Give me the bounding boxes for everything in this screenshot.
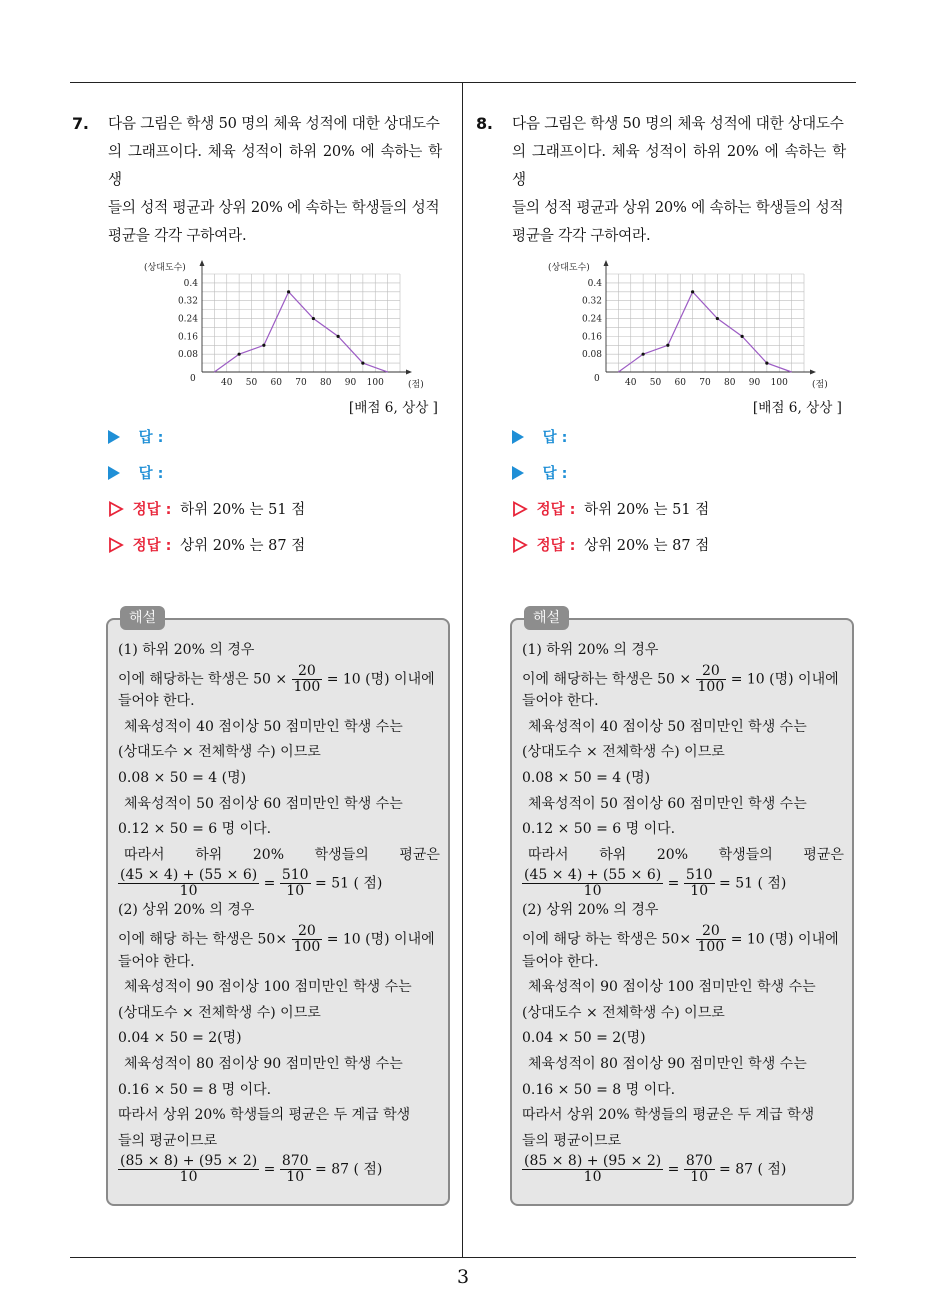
answer-row: [108, 426, 442, 452]
y-tick-label: 0.08: [581, 350, 602, 361]
data-point: [287, 290, 290, 293]
denominator: 10: [179, 1169, 198, 1186]
numerator: (45 × 4) + (55 × 6): [120, 867, 258, 884]
solution-line: 0.04 × 50 = 2(명): [522, 1030, 646, 1047]
data-point: [716, 317, 719, 320]
x-tick-label: 70: [295, 378, 307, 388]
correct-answer-text: 상위 20% 는 87 점: [180, 538, 306, 554]
solution-line: [522, 868, 844, 898]
solution-line: 들어야 한다.: [522, 693, 599, 710]
fraction: [292, 664, 323, 695]
x-axis-label: (점): [408, 380, 424, 390]
question-line: 의 그래프이다. 체육 성적이 하위 20% 에 속하는 학생: [512, 143, 846, 188]
solution-line: (1) 하위 20% 의 경우: [118, 642, 255, 658]
x-tick-label: 100: [770, 378, 788, 388]
fraction: [118, 1154, 259, 1185]
correct-answer-label: 정답 :: [536, 502, 576, 518]
solid-triangle-icon: [512, 466, 524, 480]
solution-line: 체육성적이 40 점이상 50 점미만인 학생 수는: [124, 718, 403, 735]
correct-answer-row: [512, 498, 846, 524]
solution-text: =: [667, 875, 680, 892]
correct-answer-row: [108, 534, 442, 560]
denominator: 100: [293, 678, 321, 695]
fraction: [522, 868, 663, 899]
solution-word: 하위: [599, 846, 627, 863]
solution-word: 학생들의: [718, 846, 773, 863]
solution-line: [118, 868, 440, 898]
correct-answer-text: 하위 20% 는 51 점: [584, 502, 710, 518]
y-tick-label: 0.16: [581, 332, 602, 343]
answer-label: 답 :: [542, 466, 568, 482]
solution-body: [118, 638, 440, 1184]
solution-tab: 해설: [524, 606, 569, 630]
solution-text: = 10 (명) 이내에: [326, 931, 435, 948]
correct-answer-label: 정답 :: [132, 502, 172, 518]
denominator: 10: [583, 1169, 602, 1186]
correct-answer-label: 정답 :: [536, 538, 576, 554]
solution-tab: 해설: [120, 606, 165, 630]
problem-column-left: [72, 110, 442, 1206]
solid-triangle-icon: [512, 430, 524, 444]
fraction: [696, 664, 727, 695]
y-tick-label: 0.4: [183, 278, 198, 289]
solution-word: 하위: [195, 846, 223, 863]
numerator: 20: [696, 924, 727, 940]
fraction: [280, 1154, 311, 1185]
solution-line: [522, 843, 844, 869]
solution-line: 따라서 상위 20% 학생들의 평균은 두 계급 학생: [522, 1107, 815, 1124]
fraction: [118, 868, 259, 899]
numerator: 20: [292, 924, 323, 940]
y-tick-label: 0.08: [177, 350, 198, 361]
x-tick-label: 60: [270, 378, 282, 388]
solution-line: 체육성적이 90 점이상 100 점미만인 학생 수는: [124, 979, 412, 996]
solution-line: 체육성적이 90 점이상 100 점미만인 학생 수는: [528, 979, 816, 996]
correct-answer-row: [108, 498, 442, 524]
numerator: 510: [685, 867, 713, 884]
solution-line: 0.08 × 50 = 4 (명): [522, 769, 651, 786]
correct-answer-text: 하위 20% 는 51 점: [180, 502, 306, 518]
answer-label: 답 :: [138, 466, 164, 482]
solution-word: 평균은: [803, 846, 844, 863]
y-tick-label: 0.24: [177, 314, 198, 325]
solution-line: [118, 662, 440, 695]
data-point: [691, 290, 694, 293]
solution-line: [522, 1154, 844, 1184]
hollow-triangle-icon: [512, 537, 528, 553]
solution-word: 따라서: [124, 846, 165, 863]
question-line: 다음 그림은 학생 50 명의 체육 성적에 대한 상대도수: [512, 115, 844, 132]
solution-line: 0.16 × 50 = 8 명 이다.: [522, 1081, 676, 1098]
solution-text: =: [263, 1161, 276, 1178]
solution-line: (상대도수 × 전체학생 수) 이므로: [118, 1004, 321, 1021]
question-line: 들의 성적 평균과 상위 20% 에 속하는 학생들의 성적: [108, 199, 440, 216]
solution-box: [510, 610, 854, 1206]
page-number: 3: [456, 1266, 470, 1288]
solution-line: 0.16 × 50 = 8 명 이다.: [118, 1081, 272, 1098]
y-axis-arrow-icon: [200, 260, 205, 266]
solution-line: 체육성적이 80 점이상 90 점미만인 학생 수는: [528, 1055, 807, 1072]
solution-text: =: [263, 875, 276, 892]
x-tick-label: 80: [320, 378, 332, 388]
question-text: [512, 110, 846, 250]
solution-line: 체육성적이 40 점이상 50 점미만인 학생 수는: [528, 718, 807, 735]
x-tick-label: 50: [649, 378, 662, 388]
question-line: 평균을 각각 구하여라.: [108, 227, 247, 244]
solution-text: 이에 해당하는 학생은 50 ×: [118, 671, 288, 688]
score-info: [배점 6, 상상 ]: [348, 400, 438, 416]
solution-line: [118, 1154, 440, 1184]
solution-text: = 87 ( 점): [315, 1161, 383, 1178]
solution-box: [106, 610, 450, 1206]
question-line: 의 그래프이다. 체육 성적이 하위 20% 에 속하는 학생: [108, 143, 442, 188]
y-tick-label: 0.16: [177, 332, 198, 343]
correct-answer-row: [512, 534, 846, 560]
x-tick-label: 40: [221, 378, 233, 388]
solution-line: [522, 922, 844, 955]
denominator: 100: [697, 938, 725, 955]
y-axis-arrow-icon: [604, 260, 609, 266]
denominator: 100: [293, 938, 321, 955]
x-tick-label: 80: [724, 378, 736, 388]
denominator: 10: [286, 1169, 305, 1186]
x-tick-label: 50: [245, 378, 258, 388]
question-text: [108, 110, 442, 250]
solution-text: = 87 ( 점): [719, 1161, 787, 1178]
hollow-triangle-icon: [512, 501, 528, 517]
solution-text: = 10 (명) 이내에: [730, 931, 839, 948]
solution-line: (1) 하위 20% 의 경우: [522, 642, 659, 658]
solution-line: 0.04 × 50 = 2(명): [118, 1030, 242, 1047]
problem-column-right: [476, 110, 846, 1206]
solution-line: 0.08 × 50 = 4 (명): [118, 769, 247, 786]
fraction: [280, 868, 311, 899]
x-tick-label: 60: [674, 378, 686, 388]
solution-line: 들어야 한다.: [118, 953, 195, 970]
origin-label: 0: [594, 374, 600, 384]
solid-triangle-icon: [108, 430, 120, 444]
problem-number: 7.: [72, 114, 89, 133]
question: [72, 110, 442, 250]
hollow-triangle-icon: [108, 501, 124, 517]
numerator: (85 × 8) + (95 × 2): [524, 1153, 662, 1170]
data-point: [238, 353, 241, 356]
x-tick-label: 40: [625, 378, 637, 388]
solution-text: =: [667, 1161, 680, 1178]
fraction: [522, 1154, 663, 1185]
y-tick-label: 0.4: [587, 278, 602, 289]
solution-word: 학생들의: [314, 846, 369, 863]
data-point: [361, 361, 364, 364]
solution-line: (2) 상위 20% 의 경우: [522, 902, 659, 919]
y-tick-label: 0.32: [177, 296, 198, 307]
numerator: 510: [281, 867, 309, 884]
numerator: (85 × 8) + (95 × 2): [120, 1153, 258, 1170]
data-point: [337, 335, 340, 338]
solution-word: 20%: [252, 846, 285, 863]
numerator: 870: [281, 1153, 309, 1170]
solution-text: 이에 해당하는 학생은 50 ×: [522, 671, 692, 688]
fraction: [696, 924, 727, 955]
numerator: 870: [685, 1153, 713, 1170]
solution-line: 0.12 × 50 = 6 명 이다.: [118, 821, 272, 838]
solution-text: = 51 ( 점): [315, 875, 383, 892]
denominator: 100: [697, 678, 725, 695]
correct-answer-label: 정답 :: [132, 538, 172, 554]
solution-line: [118, 922, 440, 955]
question-line: 다음 그림은 학생 50 명의 체육 성적에 대한 상대도수: [108, 115, 440, 132]
numerator: 20: [292, 664, 323, 680]
solution-text: = 10 (명) 이내에: [326, 671, 435, 688]
data-point: [765, 361, 768, 364]
numerator: 20: [696, 664, 727, 680]
solution-word: 따라서: [528, 846, 569, 863]
solution-line: 들의 평균이므로: [118, 1132, 218, 1149]
denominator: 10: [583, 883, 602, 900]
answer-label: 답 :: [542, 430, 568, 446]
solution-line: [522, 662, 844, 695]
data-point: [262, 344, 265, 347]
solution-line: 들의 평균이므로: [522, 1132, 622, 1149]
denominator: 10: [179, 883, 198, 900]
solution-line: 0.12 × 50 = 6 명 이다.: [522, 821, 676, 838]
denominator: 10: [690, 883, 709, 900]
question: [476, 110, 846, 250]
solution-text: 이에 해당 하는 학생은 50×: [118, 931, 288, 948]
solution-line: 체육성적이 50 점이상 60 점미만인 학생 수는: [124, 795, 403, 812]
x-tick-label: 90: [344, 378, 357, 388]
x-tick-label: 100: [366, 378, 384, 388]
fraction: [292, 924, 323, 955]
answer-row: [512, 426, 846, 452]
solution-text: = 51 ( 점): [719, 875, 787, 892]
answer-row: [108, 462, 442, 488]
problem-number: 8.: [476, 114, 493, 133]
solution-line: (상대도수 × 전체학생 수) 이므로: [522, 744, 725, 761]
solution-line: (상대도수 × 전체학생 수) 이므로: [118, 744, 321, 761]
x-axis-arrow-icon: [406, 370, 412, 375]
solution-text: 이에 해당 하는 학생은 50×: [522, 931, 692, 948]
solution-line: 들어야 한다.: [118, 693, 195, 710]
y-axis-label: (상대도수): [144, 263, 186, 273]
relative-frequency-graph: [142, 258, 424, 390]
hollow-triangle-icon: [108, 537, 124, 553]
solution-line: 체육성적이 80 점이상 90 점미만인 학생 수는: [124, 1055, 403, 1072]
y-axis-label: (상대도수): [548, 263, 590, 273]
answer-label: 답 :: [138, 430, 164, 446]
answer-row: [512, 462, 846, 488]
solution-line: 체육성적이 50 점이상 60 점미만인 학생 수는: [528, 795, 807, 812]
x-axis-arrow-icon: [810, 370, 816, 375]
data-point: [666, 344, 669, 347]
data-point: [741, 335, 744, 338]
x-tick-label: 90: [748, 378, 761, 388]
x-axis-label: (점): [812, 380, 828, 390]
solution-body: [522, 638, 844, 1184]
question-line: 평균을 각각 구하여라.: [512, 227, 651, 244]
fraction: [684, 868, 715, 899]
solid-triangle-icon: [108, 466, 120, 480]
solution-line: 따라서 상위 20% 학생들의 평균은 두 계급 학생: [118, 1107, 411, 1124]
fraction: [684, 1154, 715, 1185]
score-info: [배점 6, 상상 ]: [752, 400, 842, 416]
solution-text: = 10 (명) 이내에: [730, 671, 839, 688]
data-point: [642, 353, 645, 356]
solution-word: 20%: [656, 846, 689, 863]
solution-line: [118, 843, 440, 869]
y-tick-label: 0.32: [581, 296, 602, 307]
data-point: [312, 317, 315, 320]
y-tick-label: 0.24: [581, 314, 602, 325]
question-line: 들의 성적 평균과 상위 20% 에 속하는 학생들의 성적: [512, 199, 844, 216]
origin-label: 0: [190, 374, 196, 384]
denominator: 10: [286, 883, 305, 900]
top-rule: [70, 82, 856, 83]
correct-answer-text: 상위 20% 는 87 점: [584, 538, 710, 554]
denominator: 10: [690, 1169, 709, 1186]
solution-line: 들어야 한다.: [522, 953, 599, 970]
solution-line: (2) 상위 20% 의 경우: [118, 902, 255, 919]
column-divider: [462, 82, 463, 1257]
numerator: (45 × 4) + (55 × 6): [524, 867, 662, 884]
solution-word: 평균은: [399, 846, 440, 863]
x-tick-label: 70: [699, 378, 711, 388]
solution-line: (상대도수 × 전체학생 수) 이므로: [522, 1004, 725, 1021]
bottom-rule: [70, 1257, 856, 1258]
relative-frequency-graph: [546, 258, 828, 390]
